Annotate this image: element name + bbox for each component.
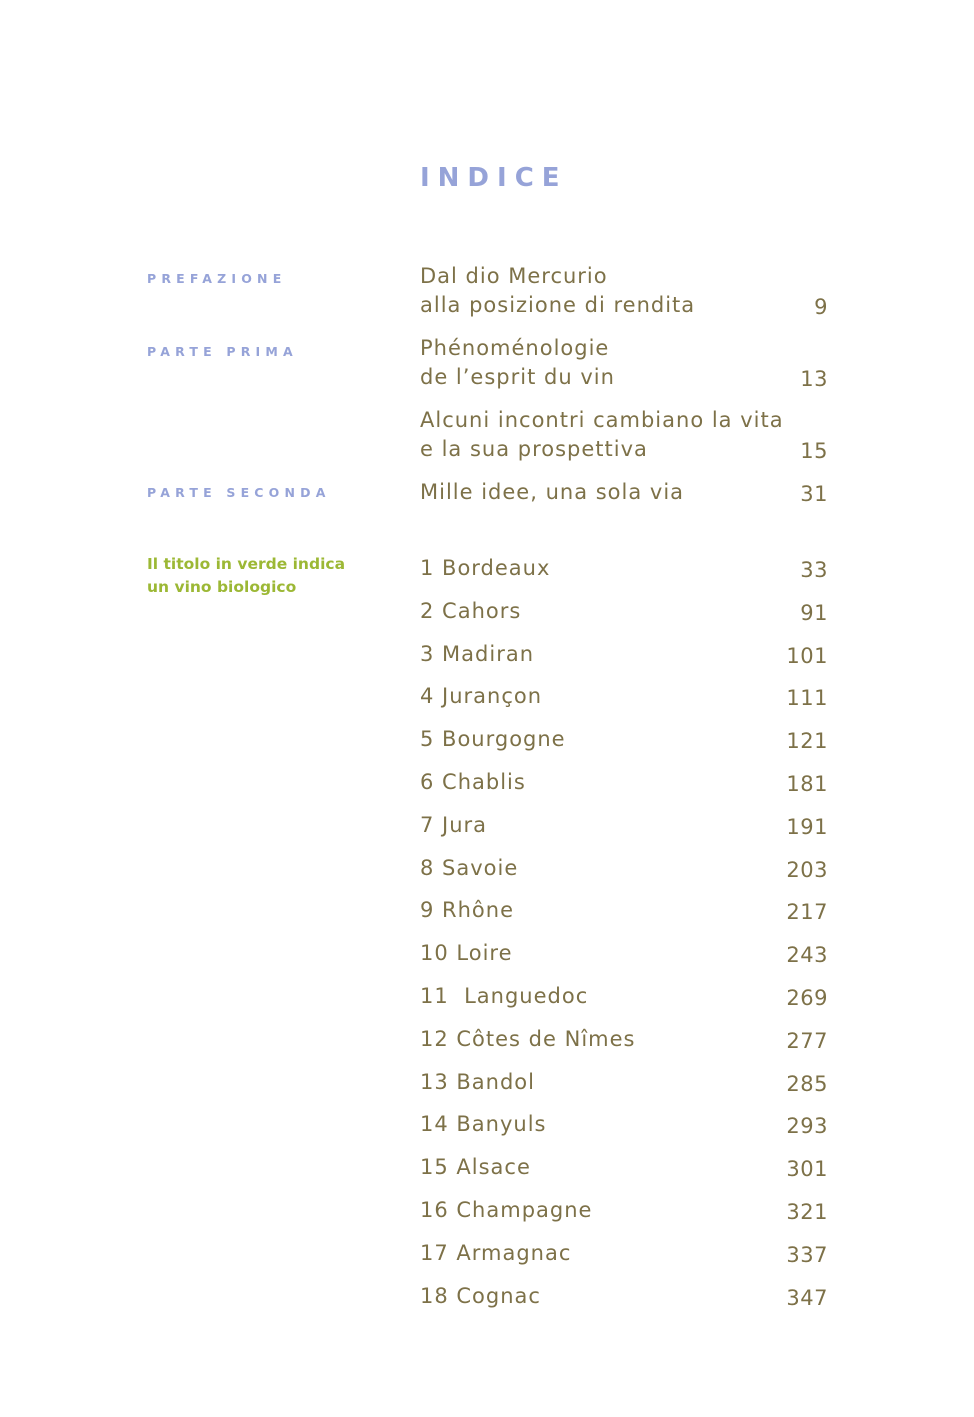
chapter-page-number: 91 [800, 600, 828, 625]
chapter-row[interactable] [420, 1109, 828, 1139]
chapter-page-number: 243 [786, 943, 828, 968]
chapter-title: 13 Bandol [420, 1069, 535, 1094]
section-label-parte-prima: PARTE PRIMA [147, 344, 298, 359]
chapter-title: 16 Champagne [420, 1198, 593, 1222]
entry-title-line2: e la sua prospettiva [420, 437, 648, 461]
page-title: INDICE [420, 163, 568, 193]
entry-title-line2: de l’esprit du vin [420, 365, 615, 389]
chapter-row[interactable] [420, 596, 828, 626]
chapter-title: 4 Jurançon [420, 684, 543, 709]
chapter-page-number: 121 [786, 729, 828, 754]
chapter-title: 12 Côtes de Nîmes [420, 1026, 636, 1051]
entry-page-number: 13 [800, 367, 828, 391]
entry-page-number: 9 [814, 295, 828, 319]
toc-entry-alcuni-incontri[interactable] [420, 406, 828, 464]
chapter-row[interactable] [420, 639, 828, 669]
chapter-title: 5 Bourgogne [420, 727, 566, 752]
toc-entry-prefazione[interactable] [420, 262, 828, 320]
chapter-title: 14 Banyuls [420, 1112, 547, 1137]
chapter-row[interactable] [420, 1024, 828, 1054]
note-line1: Il titolo in verde indica [147, 555, 346, 573]
section-label-prefazione: PREFAZIONE [147, 271, 287, 286]
chapter-row[interactable] [420, 1195, 828, 1225]
chapter-row[interactable] [420, 1281, 828, 1311]
chapter-title: 9 Rhône [420, 898, 515, 923]
entry-title-line1: Dal dio Mercurio [420, 264, 608, 288]
chapter-row[interactable] [420, 724, 828, 754]
chapter-row[interactable] [420, 1067, 828, 1097]
chapter-title: 1 Bordeaux [420, 556, 551, 580]
chapter-page-number: 269 [786, 986, 828, 1010]
entry-page-number: 15 [800, 439, 828, 463]
chapter-title: 3 Madiran [420, 641, 534, 666]
chapter-row[interactable] [420, 1238, 828, 1268]
chapter-title: 8 Savoie [420, 855, 519, 880]
chapter-row[interactable] [420, 853, 828, 883]
entry-page-number: 31 [800, 482, 828, 506]
chapter-row[interactable] [420, 681, 828, 711]
chapter-row[interactable] [420, 767, 828, 797]
entry-title-line1: Alcuni incontri cambiano la vita [420, 408, 784, 432]
chapter-title: 17 Armagnac [420, 1240, 572, 1265]
chapter-row[interactable] [420, 553, 828, 583]
section-label-parte-seconda: PARTE SECONDA [147, 485, 331, 500]
chapter-page-number: 285 [786, 1071, 828, 1096]
entry-title-line1: Mille idee, una sola via [420, 480, 685, 504]
chapter-page-number: 277 [786, 1028, 828, 1053]
entry-title-line1: Phénoménologie [420, 336, 610, 360]
chapter-row[interactable] [420, 810, 828, 840]
chapter-page-number: 101 [786, 643, 828, 668]
chapter-page-number: 181 [786, 772, 828, 796]
chapter-title: 10 Loire [420, 941, 513, 966]
chapter-page-number: 321 [786, 1200, 828, 1224]
toc-entry-mille-idee[interactable] [420, 478, 828, 507]
chapter-row[interactable] [420, 981, 828, 1011]
note-line2: un vino biologico [147, 578, 297, 596]
chapter-page-number: 347 [786, 1285, 828, 1310]
chapter-title: 7 Jura [420, 812, 488, 837]
chapter-page-number: 191 [786, 814, 828, 839]
chapter-page-number: 111 [786, 686, 828, 711]
toc-entry-phenomenologie[interactable] [420, 334, 828, 392]
chapter-title: 18 Cognac [420, 1283, 541, 1308]
organic-wine-note [147, 553, 345, 599]
chapter-row[interactable] [420, 895, 828, 925]
chapter-page-number: 337 [786, 1242, 828, 1267]
chapter-title: 11 Languedoc [420, 984, 589, 1008]
chapter-page-number: 301 [786, 1157, 828, 1182]
chapter-row[interactable] [420, 938, 828, 968]
chapter-page-number: 293 [786, 1114, 828, 1139]
chapter-page-number: 203 [786, 857, 828, 882]
chapter-page-number: 217 [786, 900, 828, 925]
chapter-title: 2 Cahors [420, 598, 522, 623]
entry-title-line2: alla posizione di rendita [420, 293, 696, 317]
chapter-title: 15 Alsace [420, 1155, 531, 1180]
chapter-page-number: 33 [800, 558, 828, 582]
chapter-row[interactable] [420, 1152, 828, 1182]
chapter-title: 6 Chablis [420, 770, 526, 794]
